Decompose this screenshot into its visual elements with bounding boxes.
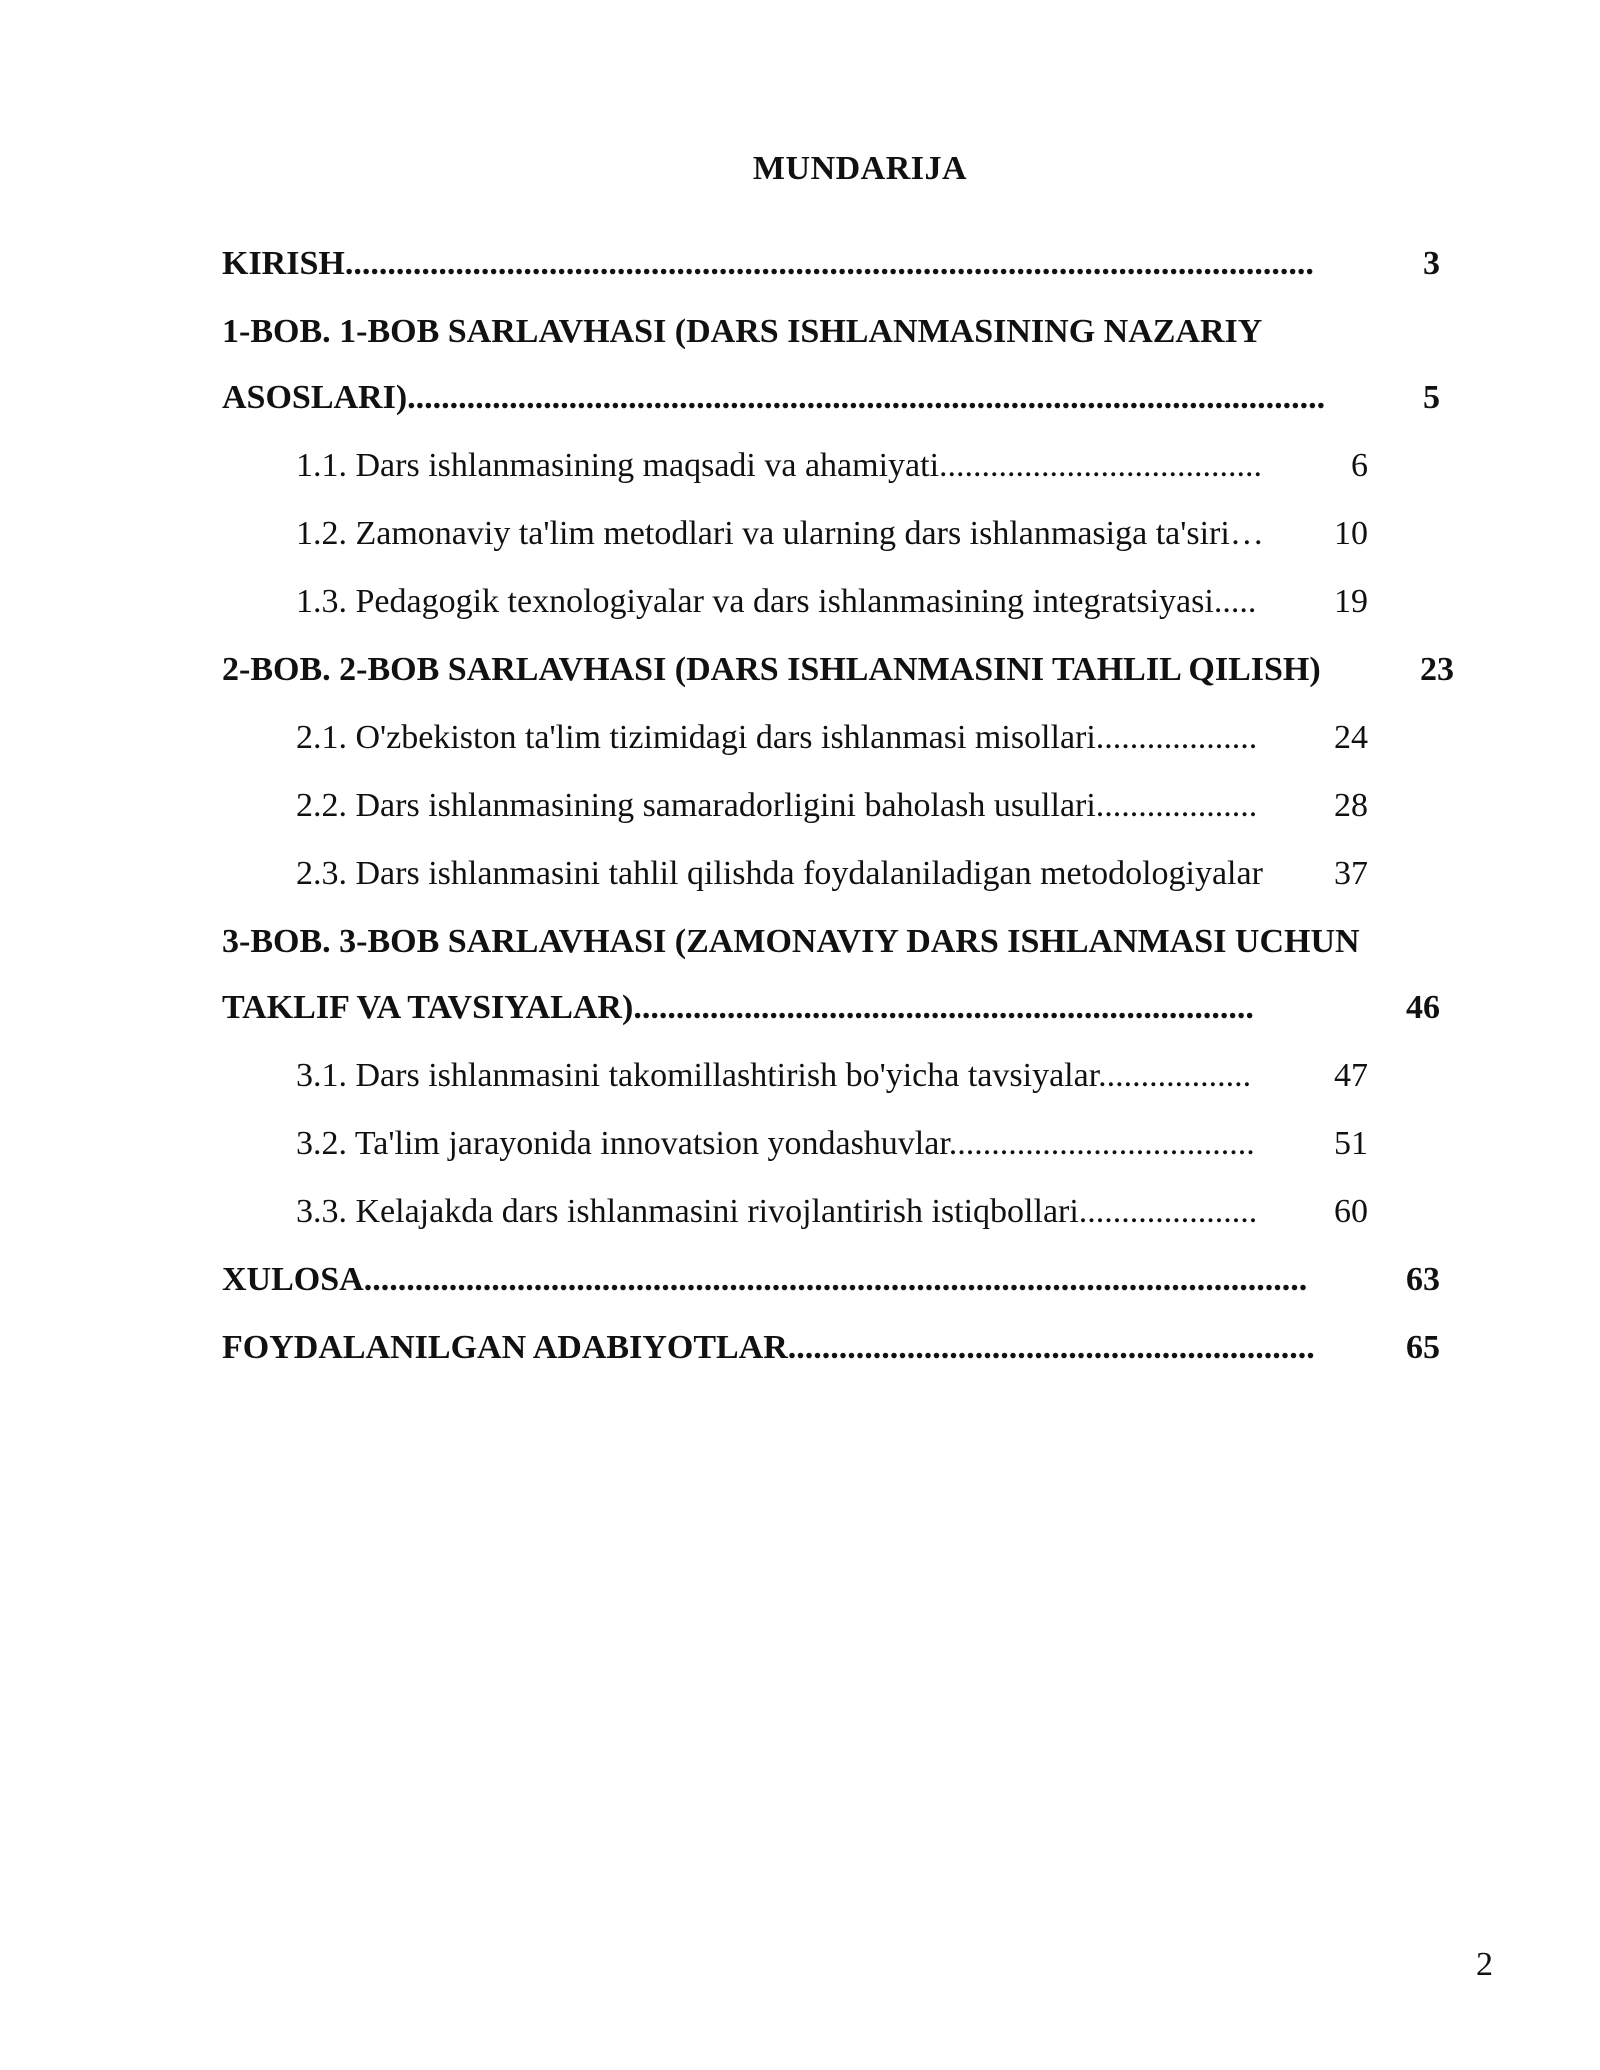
toc-entry-bob3[interactable]: [222, 986, 1440, 1030]
toc-entry-label: ASOSLARI): [222, 379, 408, 416]
toc-entry-page: 28: [1332, 784, 1368, 828]
toc-entry-bob3-heading[interactable]: [222, 920, 1462, 964]
toc-entry-page: 47: [1332, 1054, 1368, 1098]
toc-leader-dots: …: [1229, 515, 1264, 552]
toc-entry-page: 23: [1418, 648, 1454, 692]
toc-entry-1-1[interactable]: [296, 444, 1368, 488]
toc-entry-label: 2.1. O'zbekiston ta'lim tizimidagi dars ishlanmasi misollari: [296, 719, 1096, 756]
toc-entry-page: 6: [1349, 444, 1368, 488]
toc-entry-2-3[interactable]: [296, 852, 1368, 896]
toc-entry-label: 1.1. Dars ishlanmasining maqsadi va ahamiyati: [296, 447, 940, 484]
toc-entry-label: FOYDALANILGAN ADABIYOTLAR: [222, 1329, 788, 1366]
toc-entry-bob2[interactable]: [222, 648, 1454, 692]
toc-entry-label: 3-BOB. 3-BOB SARLAVHASI (ZAMONAVIY DARS ISHLANMASI UCHUN: [222, 923, 1360, 960]
toc-leader-dots: ..............................................................: [787, 1329, 1315, 1366]
toc-entry-page: 10: [1332, 512, 1368, 556]
toc-entry-bob1[interactable]: [222, 376, 1440, 420]
toc-leader-dots: ....................................: [948, 1125, 1255, 1162]
toc-entry-xulosa[interactable]: [222, 1258, 1440, 1302]
toc-entry-3-2[interactable]: [296, 1122, 1368, 1166]
toc-entry-label: 2-BOB. 2-BOB SARLAVHASI (DARS ISHLANMASINI TAHLIL QILISH): [222, 651, 1321, 688]
toc-entry-label: KIRISH: [222, 245, 345, 282]
toc-entry-page: 51: [1332, 1122, 1368, 1166]
toc-entry-2-1[interactable]: [296, 716, 1368, 760]
toc-entry-kirish[interactable]: [222, 242, 1440, 286]
toc-entry-page: 63: [1404, 1258, 1440, 1302]
toc-leader-dots: ............................................................................................................: [407, 379, 1326, 416]
toc-entry-3-3[interactable]: [296, 1190, 1368, 1234]
toc-entry-bob1-heading[interactable]: [222, 310, 1452, 354]
toc-leader-dots: ...................: [1095, 719, 1258, 756]
toc-title: MUNDARIJA: [752, 150, 968, 187]
toc-entry-2-2[interactable]: [296, 784, 1368, 828]
page-number: 2: [1476, 1946, 1493, 1983]
toc-entry-1-2[interactable]: [296, 512, 1368, 556]
toc-entry-page: 19: [1332, 580, 1368, 624]
toc-entry-page: 65: [1404, 1326, 1440, 1370]
toc-leader-dots: ...............................................................................................................: [363, 1261, 1308, 1298]
toc-entry-3-1[interactable]: [296, 1054, 1368, 1098]
toc-entry-page: 60: [1332, 1190, 1368, 1234]
toc-entry-label: TAKLIF VA TAVSIYALAR): [222, 989, 634, 1026]
toc-leader-dots: .....................: [1078, 1193, 1258, 1230]
toc-leader-dots: .........................................................................: [633, 989, 1254, 1026]
toc-entry-label: 2.2. Dars ishlanmasining samaradorligini baholash usullari: [296, 787, 1096, 824]
toc-entry-label: 2.3. Dars ishlanmasini tahlil qilishda foydalaniladigan metodologiyalar: [296, 855, 1263, 892]
toc-leader-dots: ..................: [1098, 1057, 1252, 1094]
toc-entry-page: 46: [1404, 986, 1440, 1030]
toc-entry-label: 1-BOB. 1-BOB SARLAVHASI (DARS ISHLANMASINING NAZARIY: [222, 313, 1263, 350]
toc-leader-dots: ......................................: [939, 447, 1263, 484]
toc-entry-label: 1.2. Zamonaviy ta'lim metodlari va ularning dars ishlanmasiga ta'siri: [296, 515, 1230, 552]
toc-entry-label: 1.3. Pedagogik texnologiyalar va dars ishlanmasining integratsiyasi: [296, 583, 1214, 620]
toc-entry-label: 3.1. Dars ishlanmasini takomillashtirish bo'yicha tavsiyalar: [296, 1057, 1099, 1094]
toc-entry-1-3[interactable]: [296, 580, 1368, 624]
toc-entry-page: 3: [1421, 242, 1440, 286]
toc-entry-page: 24: [1332, 716, 1368, 760]
toc-entry-page: 5: [1421, 376, 1440, 420]
toc-entry-label: 3.2. Ta'lim jarayonida innovatsion yondashuvlar: [296, 1125, 949, 1162]
toc-leader-dots: ...................: [1095, 787, 1258, 824]
toc-entry-label: XULOSA: [222, 1261, 364, 1298]
toc-entry-adabiyotlar[interactable]: [222, 1326, 1440, 1370]
toc-entry-label: 3.3. Kelajakda dars ishlanmasini rivojlantirish istiqbollari: [296, 1193, 1079, 1230]
toc-leader-dots: .....: [1213, 583, 1257, 620]
toc-entry-page: 37: [1332, 852, 1368, 896]
toc-leader-dots: ..................................................................................................................: [344, 245, 1314, 282]
